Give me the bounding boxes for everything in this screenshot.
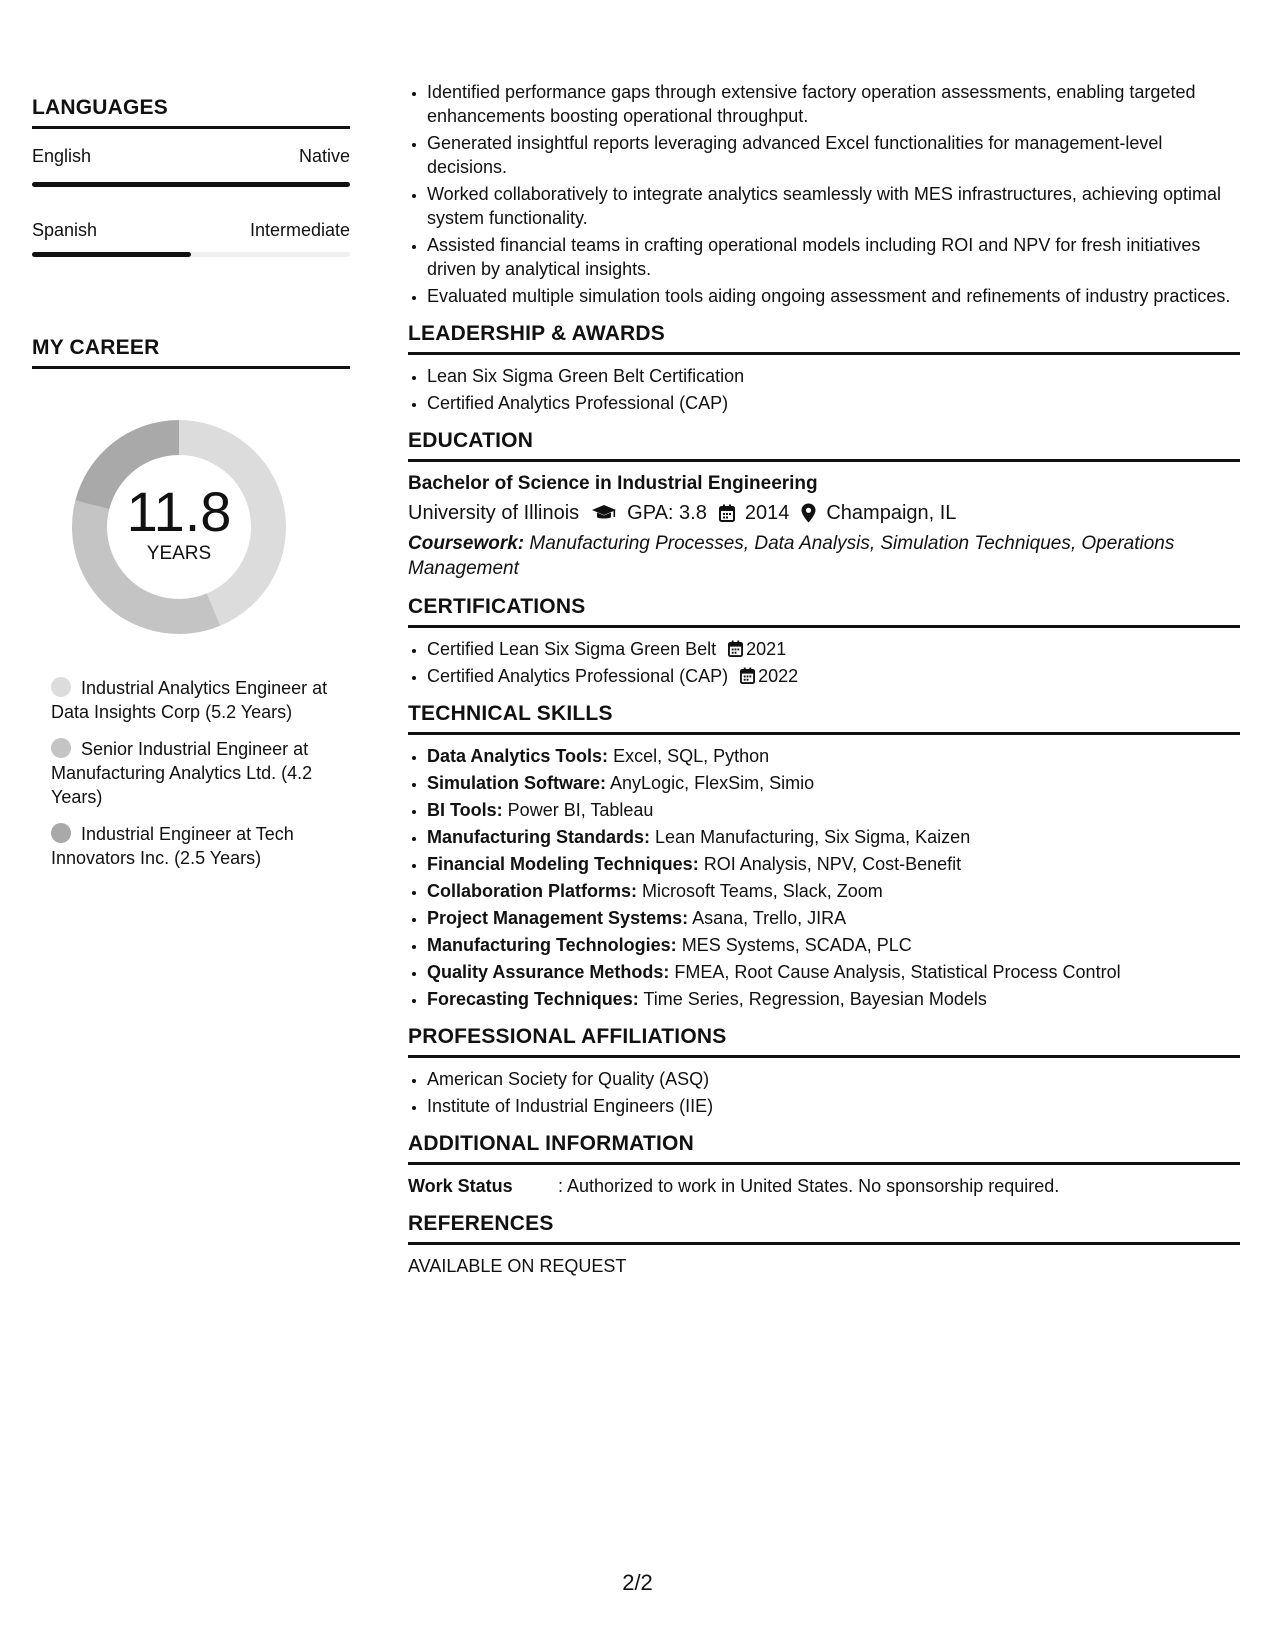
skill-item: [427, 987, 1240, 1011]
career-legend-item: [51, 737, 341, 809]
languages-heading: LANGUAGES: [32, 96, 350, 129]
education-details: [408, 499, 1240, 527]
certification-name: Certified Lean Six Sigma Green Belt: [427, 639, 717, 659]
career-total-years: 11.8: [126, 480, 232, 543]
leadership-item: • Certified Analytics Professional (CAP): [427, 391, 1240, 415]
career-legend-item: [51, 822, 341, 870]
skill-value: FMEA, Root Cause Analysis, Statistical Process Control: [674, 962, 1121, 982]
certification-year: 2021: [746, 639, 787, 659]
experience-bullet: • Generated insightful reports leveraging advanced Excel functionalities for management-level decisions.: [427, 131, 1240, 179]
education-school: University of Illinois: [408, 502, 580, 524]
leadership-heading: LEADERSHIP & AWARDS: [408, 322, 1240, 355]
calendar-icon: [740, 667, 755, 684]
skill-label: Manufacturing Technologies:: [427, 935, 677, 955]
page-number: 2/2: [622, 1570, 653, 1595]
language-level: Native: [298, 146, 350, 166]
experience-bullet: • Identified performance gaps through extensive factory operation assessments, enabling targeted enhancements boosting operational throughput.: [427, 80, 1240, 128]
affiliations-heading: PROFESSIONAL AFFILIATIONS: [408, 1025, 1240, 1058]
graduation-cap-icon: [591, 504, 617, 522]
skill-value: Microsoft Teams, Slack, Zoom: [642, 881, 883, 901]
certifications-heading: CERTIFICATIONS: [408, 595, 1240, 628]
skill-item: [427, 744, 1240, 768]
language-bar-fill: [32, 182, 350, 187]
legend-dot: [51, 823, 71, 843]
skill-label: Financial Modeling Techniques:: [427, 854, 699, 874]
skill-value: Excel, SQL, Python: [613, 746, 770, 766]
education-degree: Bachelor of Science in Industrial Engineering: [408, 473, 818, 494]
certification-name: Certified Analytics Professional (CAP): [427, 666, 729, 686]
experience-bullet: • Worked collaboratively to integrate analytics seamlessly with MES infrastructures, achieving optimal system functionality.: [427, 182, 1240, 230]
coursework-label: Coursework:: [408, 533, 525, 554]
affiliation-item: • American Society for Quality (ASQ): [427, 1067, 1240, 1091]
language-name: English: [32, 146, 92, 166]
skill-label: Quality Assurance Methods:: [427, 962, 670, 982]
language-row-english: [32, 146, 350, 167]
skill-label: Project Management Systems:: [427, 908, 689, 928]
affiliation-item: • Institute of Industrial Engineers (IIE): [427, 1094, 1240, 1118]
skills-heading: TECHNICAL SKILLS: [408, 702, 1240, 735]
skill-value: Power BI, Tableau: [507, 800, 654, 820]
experience-bullet: • Evaluated multiple simulation tools aiding ongoing assessment and refinements of industry practices.: [427, 284, 1240, 308]
calendar-icon: [728, 640, 743, 657]
career-legend: [51, 676, 341, 883]
certification-item: [427, 637, 1240, 661]
skill-label: Simulation Software:: [427, 773, 607, 793]
calendar-icon: [719, 504, 735, 522]
skill-label: Manufacturing Standards:: [427, 827, 651, 847]
skill-value: AnyLogic, FlexSim, Simio: [610, 773, 815, 793]
skill-value: Lean Manufacturing, Six Sigma, Kaizen: [655, 827, 971, 847]
skill-value: Time Series, Regression, Bayesian Models: [643, 989, 987, 1009]
certification-item: [427, 664, 1240, 688]
career-donut-chart: [66, 414, 292, 640]
skill-label: Collaboration Platforms:: [427, 881, 638, 901]
career-legend-label: Industrial Analytics Engineer at Data Insights Corp (5.2 Years): [51, 678, 328, 722]
main-content: [408, 80, 1240, 1278]
work-status-value: : Authorized to work in United States. No sponsorship required.: [558, 1176, 1060, 1196]
language-row-spanish: [32, 220, 350, 241]
career-years-label: YEARS: [146, 543, 212, 564]
affiliations-list: [408, 1067, 1240, 1118]
career-legend-item: [51, 676, 341, 724]
education-year: 2014: [744, 502, 790, 524]
leadership-list: [408, 364, 1240, 415]
skill-item: [427, 879, 1240, 903]
certifications-list: [408, 637, 1240, 688]
skill-label: Forecasting Techniques:: [427, 989, 639, 1009]
skill-label: Data Analytics Tools:: [427, 746, 609, 766]
map-pin-icon: [801, 503, 816, 523]
skill-item: [427, 960, 1240, 984]
work-status-label: Work Status: [408, 1176, 513, 1196]
career-heading: MY CAREER: [32, 336, 350, 369]
education-location: Champaign, IL: [826, 502, 957, 524]
legend-dot: [51, 738, 71, 758]
experience-bullets: [408, 80, 1240, 308]
skill-item: [427, 825, 1240, 849]
skill-item: [427, 852, 1240, 876]
language-bar-english: [32, 182, 350, 187]
references-heading: REFERENCES: [408, 1212, 1240, 1245]
certification-year: 2022: [758, 666, 799, 686]
skill-value: Asana, Trello, JIRA: [692, 908, 847, 928]
references-text: AVAILABLE ON REQUEST: [408, 1256, 627, 1276]
skill-item: [427, 771, 1240, 795]
education-heading: EDUCATION: [408, 429, 1240, 462]
additional-info-heading: ADDITIONAL INFORMATION: [408, 1132, 1240, 1165]
skill-value: MES Systems, SCADA, PLC: [681, 935, 912, 955]
leadership-item: • Lean Six Sigma Green Belt Certification: [427, 364, 1240, 388]
skill-item: [427, 933, 1240, 957]
skill-label: BI Tools:: [427, 800, 503, 820]
skill-item: [427, 798, 1240, 822]
legend-dot: [51, 677, 71, 697]
education-coursework: [408, 531, 1240, 581]
education-gpa: GPA: 3.8: [627, 502, 707, 524]
coursework-text: Manufacturing Processes, Data Analysis, Simulation Techniques, Operations Management: [408, 533, 1175, 579]
skills-list: [408, 744, 1240, 1011]
skill-value: ROI Analysis, NPV, Cost-Benefit: [703, 854, 962, 874]
language-bar-fill: [32, 252, 191, 257]
experience-bullet: • Assisted financial teams in crafting operational models including ROI and NPV for fresh initiatives driven by analytical insights.: [427, 233, 1240, 281]
career-donut-center: [66, 414, 292, 640]
language-bar-spanish: [32, 252, 350, 257]
language-level: Intermediate: [249, 220, 350, 240]
career-legend-label: Industrial Engineer at Tech Innovators Inc. (2.5 Years): [51, 824, 294, 868]
language-name: Spanish: [32, 220, 98, 240]
work-status-row: [408, 1174, 1240, 1198]
career-legend-label: Senior Industrial Engineer at Manufacturing Analytics Ltd. (4.2 Years): [51, 739, 313, 807]
skill-item: [427, 906, 1240, 930]
